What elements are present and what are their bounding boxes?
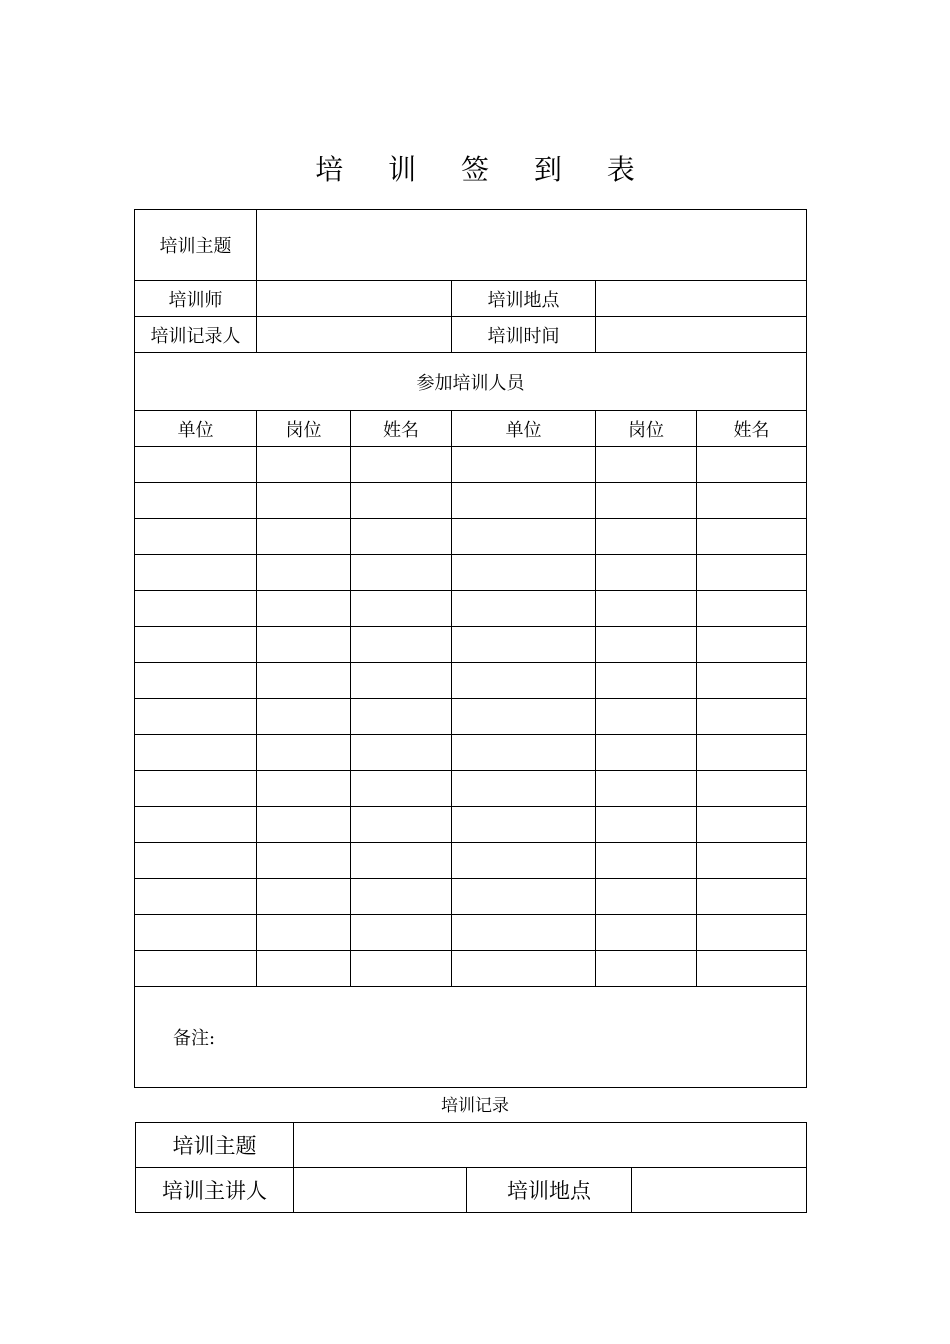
record-location-value-cell[interactable] <box>632 1168 807 1213</box>
signin-cell[interactable] <box>452 951 596 987</box>
signin-cell[interactable] <box>596 879 697 915</box>
signin-row <box>135 699 807 735</box>
signin-cell[interactable] <box>257 771 351 807</box>
signin-row <box>135 771 807 807</box>
location-label: 培训地点 <box>452 281 596 317</box>
signin-cell[interactable] <box>351 519 452 555</box>
signin-cell[interactable] <box>135 591 257 627</box>
signin-cell[interactable] <box>596 555 697 591</box>
signin-cell[interactable] <box>697 879 807 915</box>
signin-cell[interactable] <box>351 663 452 699</box>
signin-cell[interactable] <box>596 627 697 663</box>
signin-row <box>135 807 807 843</box>
signin-row <box>135 627 807 663</box>
signin-cell[interactable] <box>596 699 697 735</box>
signin-cell[interactable] <box>452 771 596 807</box>
signin-cell[interactable] <box>697 663 807 699</box>
signin-cell[interactable] <box>452 663 596 699</box>
signin-cell[interactable] <box>257 663 351 699</box>
topic-label: 培训主题 <box>135 210 257 281</box>
signin-cell[interactable] <box>596 447 697 483</box>
signin-cell[interactable] <box>697 771 807 807</box>
notes-label: 备注: <box>173 1028 216 1049</box>
signin-cell[interactable] <box>351 807 452 843</box>
signin-cell[interactable] <box>596 843 697 879</box>
signin-cell[interactable] <box>351 771 452 807</box>
signin-cell[interactable] <box>697 627 807 663</box>
signin-cell[interactable] <box>452 627 596 663</box>
signin-cell[interactable] <box>697 483 807 519</box>
column-header-position: 岗位 <box>596 411 697 447</box>
signin-row <box>135 555 807 591</box>
signin-cell[interactable] <box>452 591 596 627</box>
signin-row <box>135 483 807 519</box>
signin-cell[interactable] <box>135 447 257 483</box>
signin-cell[interactable] <box>257 519 351 555</box>
signin-cell[interactable] <box>452 879 596 915</box>
signin-cell[interactable] <box>257 699 351 735</box>
signin-cell[interactable] <box>351 483 452 519</box>
signin-cell[interactable] <box>257 915 351 951</box>
signin-cell[interactable] <box>351 951 452 987</box>
page-title: 培 训 签 到 表 <box>315 153 653 186</box>
column-header-position: 岗位 <box>257 411 351 447</box>
signin-cell[interactable] <box>135 915 257 951</box>
signin-cell[interactable] <box>697 915 807 951</box>
signin-cell[interactable] <box>596 735 697 771</box>
column-header-unit: 单位 <box>452 411 596 447</box>
signin-cell[interactable] <box>452 483 596 519</box>
signin-cell[interactable] <box>697 951 807 987</box>
signin-cell[interactable] <box>697 591 807 627</box>
signin-cell[interactable] <box>452 735 596 771</box>
signin-cell[interactable] <box>452 519 596 555</box>
signin-cell[interactable] <box>135 843 257 879</box>
signin-cell[interactable] <box>257 843 351 879</box>
signin-cell[interactable] <box>452 699 596 735</box>
time-label: 培训时间 <box>452 317 596 353</box>
signin-cell[interactable] <box>351 699 452 735</box>
signin-cell[interactable] <box>351 555 452 591</box>
signin-cell[interactable] <box>257 951 351 987</box>
signin-cell[interactable] <box>596 663 697 699</box>
signin-cell[interactable] <box>697 519 807 555</box>
signin-cell[interactable] <box>351 735 452 771</box>
column-header-name: 姓名 <box>697 411 807 447</box>
signin-cell[interactable] <box>697 699 807 735</box>
signin-cell[interactable] <box>351 843 452 879</box>
signin-cell[interactable] <box>257 735 351 771</box>
signin-cell[interactable] <box>135 663 257 699</box>
signin-row <box>135 735 807 771</box>
signin-cell[interactable] <box>257 591 351 627</box>
signin-cell[interactable] <box>697 555 807 591</box>
signin-cell[interactable] <box>257 627 351 663</box>
column-header-name: 姓名 <box>351 411 452 447</box>
trainer-value-cell[interactable] <box>257 281 452 317</box>
signin-cell[interactable] <box>452 555 596 591</box>
signin-row <box>135 879 807 915</box>
signin-row <box>135 843 807 879</box>
signin-row <box>135 951 807 987</box>
signin-cell[interactable] <box>596 807 697 843</box>
time-value-cell[interactable] <box>596 317 807 353</box>
signin-cell[interactable] <box>697 735 807 771</box>
signin-cell[interactable] <box>452 807 596 843</box>
signin-cell[interactable] <box>135 555 257 591</box>
record-caption: 培训记录 <box>441 1096 509 1116</box>
signin-cell[interactable] <box>257 483 351 519</box>
signin-cell[interactable] <box>135 951 257 987</box>
signin-cell[interactable] <box>257 879 351 915</box>
notes-cell[interactable] <box>135 987 807 1088</box>
signin-cell[interactable] <box>452 447 596 483</box>
signin-cell[interactable] <box>351 879 452 915</box>
signin-cell[interactable] <box>697 843 807 879</box>
signin-cell[interactable] <box>257 447 351 483</box>
location-value-cell[interactable] <box>596 281 807 317</box>
signin-row <box>135 591 807 627</box>
signin-cell[interactable] <box>596 483 697 519</box>
topic-value-cell[interactable] <box>257 210 807 281</box>
signin-cell[interactable] <box>135 879 257 915</box>
record-speaker-value-cell[interactable] <box>294 1168 467 1213</box>
signin-row <box>135 519 807 555</box>
signin-cell[interactable] <box>351 627 452 663</box>
signin-cell[interactable] <box>596 915 697 951</box>
signin-row <box>135 915 807 951</box>
record-location-label: 培训地点 <box>467 1168 632 1213</box>
signin-table <box>134 209 807 1088</box>
signin-row <box>135 447 807 483</box>
record-topic-label: 培训主题 <box>136 1123 294 1168</box>
signin-cell[interactable] <box>135 519 257 555</box>
signin-cell[interactable] <box>452 843 596 879</box>
signin-row <box>135 663 807 699</box>
record-table <box>135 1122 807 1213</box>
signin-cell[interactable] <box>351 915 452 951</box>
signin-cell[interactable] <box>257 807 351 843</box>
signin-cell[interactable] <box>697 447 807 483</box>
record-speaker-label: 培训主讲人 <box>136 1168 294 1213</box>
column-header-row <box>135 411 807 447</box>
signin-cell[interactable] <box>257 555 351 591</box>
column-header-unit: 单位 <box>135 411 257 447</box>
signin-cell[interactable] <box>135 699 257 735</box>
signin-cell[interactable] <box>351 591 452 627</box>
signin-cell[interactable] <box>351 447 452 483</box>
recorder-label: 培训记录人 <box>135 317 257 353</box>
signin-cell[interactable] <box>135 735 257 771</box>
signin-cell[interactable] <box>135 483 257 519</box>
signin-cell[interactable] <box>697 807 807 843</box>
signin-cell[interactable] <box>135 807 257 843</box>
participants-heading: 参加培训人员 <box>135 353 807 411</box>
signin-cell[interactable] <box>596 591 697 627</box>
signin-cell[interactable] <box>596 519 697 555</box>
trainer-label: 培训师 <box>135 281 257 317</box>
signin-cell[interactable] <box>596 771 697 807</box>
signin-cell[interactable] <box>135 771 257 807</box>
record-topic-value-cell[interactable] <box>294 1123 807 1168</box>
signin-cell[interactable] <box>596 951 697 987</box>
signin-cell[interactable] <box>135 627 257 663</box>
signin-cell[interactable] <box>452 915 596 951</box>
recorder-value-cell[interactable] <box>257 317 452 353</box>
